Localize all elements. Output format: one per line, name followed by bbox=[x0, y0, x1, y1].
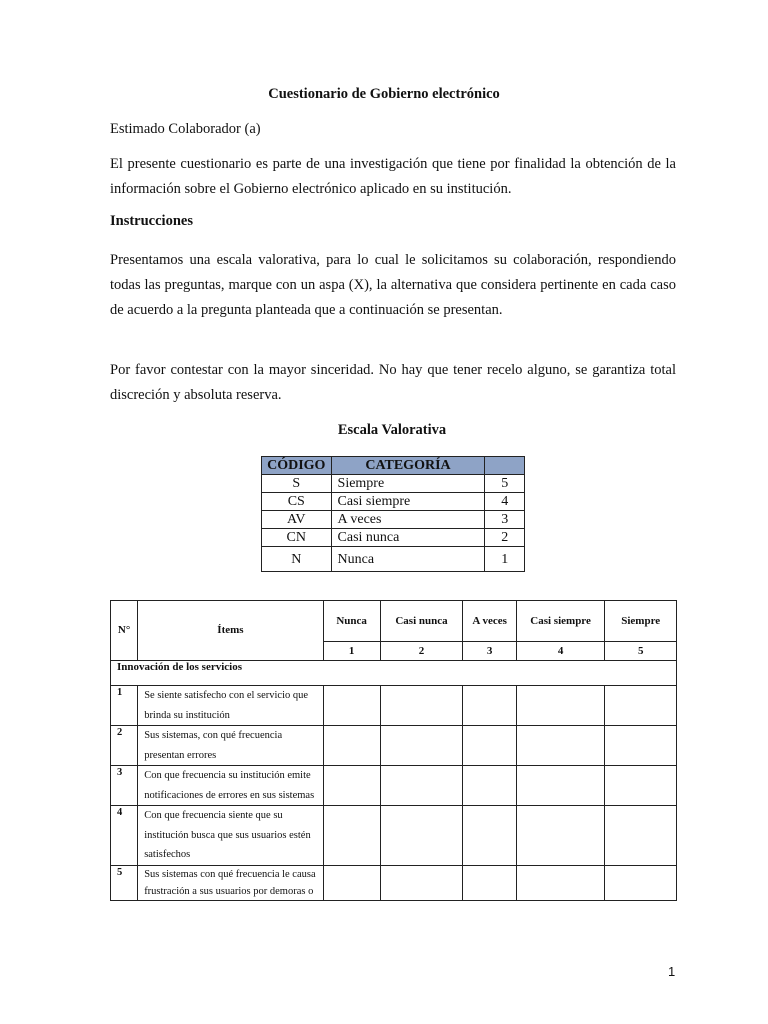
answer-cell-casi-siempre[interactable] bbox=[516, 806, 605, 866]
answer-cell-siempre[interactable] bbox=[605, 806, 677, 866]
scale-row bbox=[262, 547, 525, 572]
sincerity-paragraph: Por favor contestar con la mayor sinceridad. No hay que tener recelo alguno, se garantiza total discreción y absoluta reserva. bbox=[110, 362, 676, 403]
scale-title: Escala Valorativa bbox=[337, 422, 447, 438]
scale-row bbox=[262, 493, 525, 511]
answer-cell-a-veces[interactable] bbox=[463, 806, 516, 866]
scale-number: 1 bbox=[323, 642, 380, 661]
items-table bbox=[110, 600, 677, 901]
item-text: Sus sistemas con qué frecuencia le causa frustración a sus usuarios por demoras o bbox=[138, 865, 324, 900]
scale-category: A veces bbox=[331, 511, 485, 529]
header-casi-siempre: Casi siempre bbox=[516, 601, 605, 642]
scale-code: CN bbox=[262, 529, 332, 547]
answer-cell-casi-nunca[interactable] bbox=[380, 766, 463, 806]
item-text: Con que frecuencia siente que su institución busca que sus usuarios estén satisfechos bbox=[138, 806, 324, 866]
item-number: 4 bbox=[111, 806, 138, 866]
answer-cell-casi-siempre[interactable] bbox=[516, 726, 605, 766]
answer-cell-nunca[interactable] bbox=[323, 806, 380, 866]
scale-code: N bbox=[262, 547, 332, 572]
answer-cell-nunca[interactable] bbox=[323, 686, 380, 726]
answer-cell-casi-nunca[interactable] bbox=[380, 686, 463, 726]
scale-row bbox=[262, 529, 525, 547]
item-number: 3 bbox=[111, 766, 138, 806]
scale-category: Nunca bbox=[331, 547, 485, 572]
answer-cell-siempre[interactable] bbox=[605, 686, 677, 726]
scale-row bbox=[262, 475, 525, 493]
scale-number: 5 bbox=[605, 642, 677, 661]
table-row bbox=[111, 865, 677, 900]
answer-cell-casi-nunca[interactable] bbox=[380, 806, 463, 866]
scale-table bbox=[261, 456, 525, 572]
scale-number: 2 bbox=[380, 642, 463, 661]
scale-number: 3 bbox=[463, 642, 516, 661]
table-row bbox=[111, 726, 677, 766]
table-row bbox=[111, 766, 677, 806]
answer-cell-a-veces[interactable] bbox=[463, 686, 516, 726]
intro-paragraph: El presente cuestionario es parte de una investigación que tiene por finalidad la obtención de la información sobre el Gobierno electrónico aplicado en su institución. bbox=[110, 156, 676, 197]
header-a-veces: A veces bbox=[463, 601, 516, 642]
page-number: 1 bbox=[668, 964, 676, 979]
scale-category: Casi nunca bbox=[331, 529, 485, 547]
instructions-paragraph: Presentamos una escala valorativa, para lo cual le solicitamos su colaboración, respondiendo todas las preguntas, marque con un aspa (X), la alternativa que considera pertinente en cada caso de acuerdo a la pregunta planteada que a continuación se presentan. bbox=[110, 252, 676, 318]
scale-number: 4 bbox=[516, 642, 605, 661]
answer-cell-nunca[interactable] bbox=[323, 726, 380, 766]
answer-cell-a-veces[interactable] bbox=[463, 726, 516, 766]
scale-value: 4 bbox=[485, 493, 525, 511]
header-number: N° bbox=[111, 601, 138, 661]
scale-value: 5 bbox=[485, 475, 525, 493]
section-row bbox=[111, 661, 677, 686]
section-title: Innovación de los servicios bbox=[111, 661, 677, 686]
item-number: 1 bbox=[111, 686, 138, 726]
scale-header-value bbox=[485, 457, 525, 475]
item-text: Con que frecuencia su institución emite notificaciones de errores en sus sistemas bbox=[138, 766, 324, 806]
table-row bbox=[111, 686, 677, 726]
scale-header-code: CÓDIGO bbox=[262, 457, 332, 475]
scale-row bbox=[262, 511, 525, 529]
item-number: 5 bbox=[111, 865, 138, 900]
scale-value: 3 bbox=[485, 511, 525, 529]
header-casi-nunca: Casi nunca bbox=[380, 601, 463, 642]
header-siempre: Siempre bbox=[605, 601, 677, 642]
answer-cell-casi-siempre[interactable] bbox=[516, 865, 605, 900]
scale-header-row bbox=[262, 457, 525, 475]
scale-code: CS bbox=[262, 493, 332, 511]
item-text: Sus sistemas, con qué frecuencia presentan errores bbox=[138, 726, 324, 766]
answer-cell-siempre[interactable] bbox=[605, 865, 677, 900]
scale-code: S bbox=[262, 475, 332, 493]
answer-cell-siempre[interactable] bbox=[605, 766, 677, 806]
page-title: Cuestionario de Gobierno electrónico bbox=[268, 86, 500, 102]
answer-cell-nunca[interactable] bbox=[323, 865, 380, 900]
answer-cell-a-veces[interactable] bbox=[463, 865, 516, 900]
answer-cell-casi-nunca[interactable] bbox=[380, 865, 463, 900]
items-header-row bbox=[111, 601, 677, 642]
scale-category: Casi siempre bbox=[331, 493, 485, 511]
table-row bbox=[111, 806, 677, 866]
answer-cell-nunca[interactable] bbox=[323, 766, 380, 806]
header-nunca: Nunca bbox=[323, 601, 380, 642]
scale-value: 1 bbox=[485, 547, 525, 572]
scale-category: Siempre bbox=[331, 475, 485, 493]
header-items: Ítems bbox=[138, 601, 324, 661]
scale-header-category: CATEGORÍA bbox=[331, 457, 485, 475]
scale-code: AV bbox=[262, 511, 332, 529]
item-text: Se siente satisfecho con el servicio que brinda su institución bbox=[138, 686, 324, 726]
answer-cell-siempre[interactable] bbox=[605, 726, 677, 766]
scale-value: 2 bbox=[485, 529, 525, 547]
answer-cell-a-veces[interactable] bbox=[463, 766, 516, 806]
answer-cell-casi-nunca[interactable] bbox=[380, 726, 463, 766]
greeting: Estimado Colaborador (a) bbox=[110, 121, 261, 137]
answer-cell-casi-siempre[interactable] bbox=[516, 686, 605, 726]
answer-cell-casi-siempre[interactable] bbox=[516, 766, 605, 806]
instructions-heading: Instrucciones bbox=[110, 213, 193, 229]
item-number: 2 bbox=[111, 726, 138, 766]
